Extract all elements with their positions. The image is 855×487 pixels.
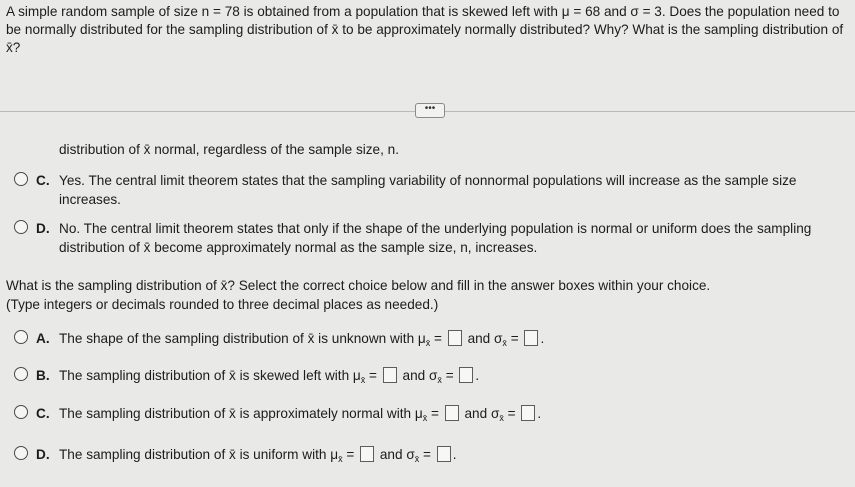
choice-letter: C. <box>36 173 50 188</box>
question-text: A simple random sample of size n = 78 is obtained from a population that is skewed left with μ = 68 and σ = 3. Does the population need to be normally distributed for the sampling distribution of x̄ to be approximately normally distributed? Why? What is the sampling distribution of x̄? <box>6 4 844 55</box>
radio-button[interactable] <box>14 405 28 419</box>
radio-button[interactable] <box>14 446 28 460</box>
subscript: x̄ <box>502 338 507 348</box>
subscript: x̄ <box>425 338 431 348</box>
second-prompt: What is the sampling distribution of x̄? Select the correct choice below and fill in the answer boxes within your choice. <box>6 278 711 293</box>
choice-pre-text: The shape of the sampling distribution of x̄ is unknown with μ <box>59 331 426 346</box>
choice-b-second[interactable] <box>14 366 844 388</box>
choice-mid-text: and σ <box>467 331 503 346</box>
equals-sign: = <box>507 406 516 421</box>
choice-a-second[interactable] <box>14 329 844 351</box>
choice-end-text: . <box>475 368 480 383</box>
choice-d-first[interactable] <box>14 219 844 259</box>
sd-answer-box[interactable] <box>524 330 538 346</box>
choice-pre-text: The sampling distribution of x̄ is skewed left with μ <box>59 368 361 383</box>
choice-letter: A. <box>36 331 50 346</box>
choice-mid-text: and σ <box>464 406 500 421</box>
choice-text: Yes. The central limit theorem states that the sampling variability of nonnormal populations will increase as the sample size increases. <box>59 173 797 207</box>
choice-pre-text: The sampling distribution of x̄ is approximately normal with μ <box>59 406 423 421</box>
mean-answer-box[interactable] <box>360 446 374 462</box>
equals-sign: = <box>510 331 519 346</box>
subscript: x̄ <box>338 454 343 464</box>
choice-mid-text: and σ <box>402 368 438 383</box>
equals-sign: = <box>423 447 431 462</box>
mean-answer-box[interactable] <box>445 405 459 421</box>
expand-ellipsis-button[interactable]: ••• <box>415 103 445 118</box>
mean-answer-box[interactable] <box>383 367 397 383</box>
equals-sign: = <box>369 368 377 383</box>
choice-end-text: . <box>537 406 542 421</box>
subscript: x̄ <box>422 413 428 423</box>
equals-sign: = <box>434 331 442 346</box>
radio-button[interactable] <box>14 367 28 381</box>
radio-button[interactable] <box>14 172 28 186</box>
choice-pre-text: The sampling distribution of x̄ is uniform with μ <box>59 447 339 462</box>
mean-answer-box[interactable] <box>448 330 462 346</box>
choice-c-second[interactable] <box>14 404 844 426</box>
equals-sign: = <box>430 406 439 421</box>
choice-d-second[interactable] <box>14 445 844 467</box>
choice-c-first[interactable] <box>14 171 844 211</box>
partial-choice-text: distribution of x̄ normal, regardless of the sample size, n. <box>59 142 400 157</box>
choice-letter: D. <box>36 447 50 462</box>
choice-end-text: . <box>540 331 545 346</box>
subscript: x̄ <box>499 413 504 423</box>
instruction-text: (Type integers or decimals rounded to three decimal places as needed.) <box>6 297 439 312</box>
subscript: x̄ <box>414 454 420 464</box>
choice-text <box>59 404 839 428</box>
choice-mid-text: and σ <box>379 447 415 462</box>
radio-button[interactable] <box>14 330 28 344</box>
choice-text: No. The central limit theorem states that only if the shape of the underlying population is normal or uniform does the sampling distribution of x̄ become approximately normal as the sample size, n, increases. <box>59 221 812 255</box>
equals-sign: = <box>346 447 355 462</box>
sd-answer-box[interactable] <box>521 405 535 421</box>
choice-text <box>59 366 839 390</box>
choice-end-text: . <box>452 447 457 462</box>
subscript: x̄ <box>437 375 442 385</box>
choice-text <box>59 329 839 353</box>
choice-text <box>59 445 839 469</box>
choice-letter: D. <box>36 221 50 236</box>
radio-button[interactable] <box>14 220 28 234</box>
equals-sign: = <box>445 368 454 383</box>
sd-answer-box[interactable] <box>459 367 473 383</box>
sd-answer-box[interactable] <box>437 446 451 462</box>
subscript: x̄ <box>360 375 366 385</box>
choice-letter: C. <box>36 406 50 421</box>
choice-letter: B. <box>36 368 50 383</box>
